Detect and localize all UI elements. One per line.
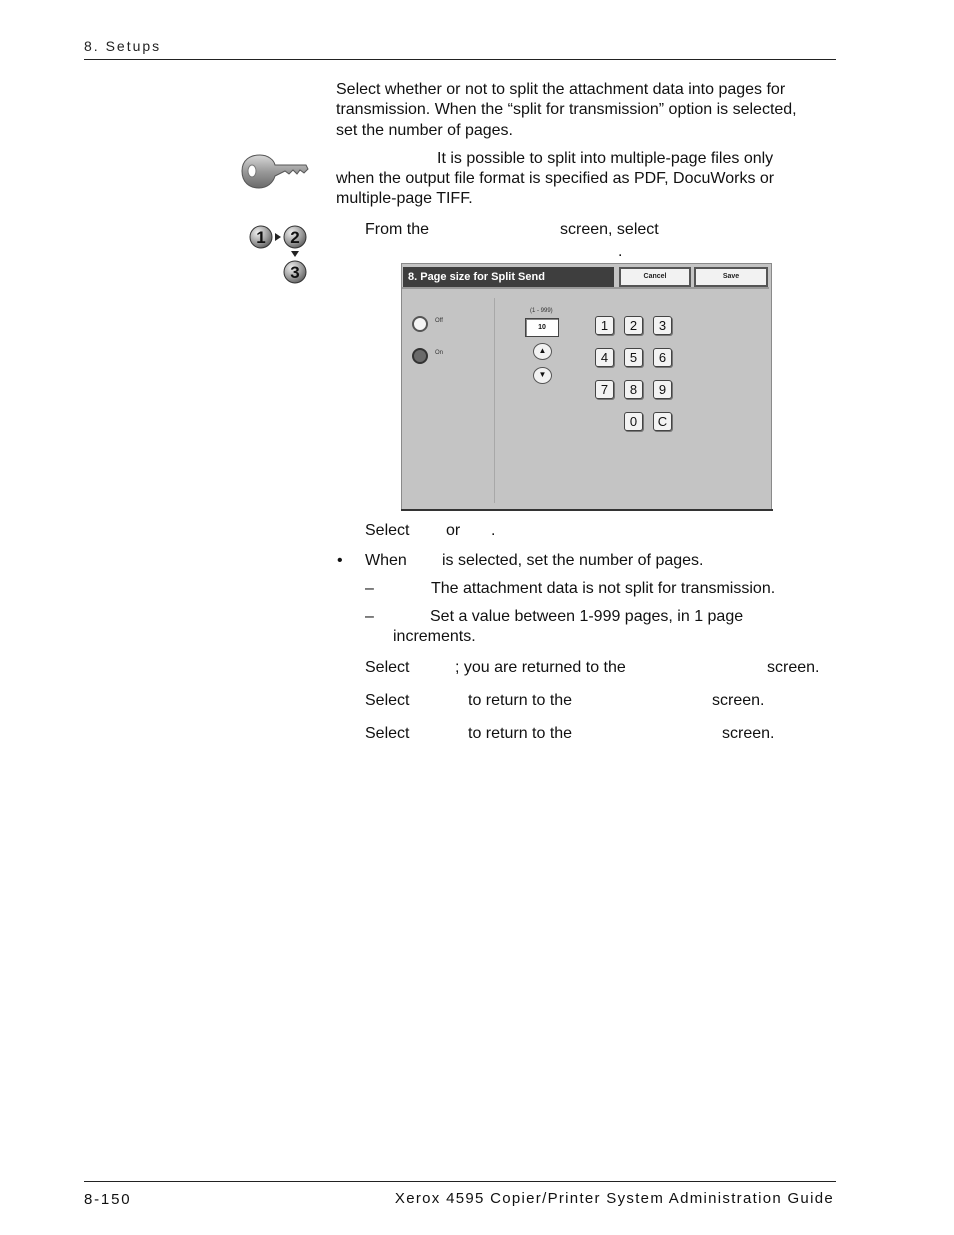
step2-select: Select — [365, 522, 410, 539]
keypad-key-clear[interactable]: C — [653, 412, 672, 431]
step3-select: Select — [365, 659, 410, 676]
svg-text:2: 2 — [290, 228, 300, 247]
bullet-dot: • — [337, 552, 343, 569]
intro-line-1: Select whether or not to split the attachment data into pages for — [336, 81, 786, 98]
keypad-key-3[interactable]: 3 — [653, 316, 672, 335]
step5-select: Select — [365, 725, 410, 742]
dash-off: – — [365, 580, 374, 597]
keypad-key-6[interactable]: 6 — [653, 348, 672, 367]
key-icon — [238, 152, 310, 190]
step4-mid: to return to the — [468, 692, 573, 709]
intro-line-2: transmission. When the “split for transmission” option is selected, — [336, 101, 797, 118]
panel-divider — [494, 298, 495, 503]
on-radio-button[interactable] — [412, 348, 428, 364]
increment-button[interactable] — [533, 343, 552, 360]
bullet-when-rest: is selected, set the number of pages. — [442, 552, 704, 569]
svg-text:1: 1 — [256, 228, 266, 247]
note-line-1: It is possible to split into multiple-page files only — [437, 150, 774, 167]
step1-period: . — [618, 243, 623, 260]
step5-end: screen. — [722, 725, 775, 742]
bullet-when: When — [365, 552, 407, 569]
on-description: Set a value between 1-999 pages, in 1 page — [430, 608, 744, 625]
arrow-up-icon: ▲ — [538, 346, 547, 355]
keypad-key-1[interactable]: 1 — [595, 316, 614, 335]
arrow-down-icon: ▼ — [538, 370, 547, 379]
step1-from: From the — [365, 221, 430, 238]
intro-line-3: set the number of pages. — [336, 122, 513, 139]
ui-screen-title: 8. Page size for Split Send — [403, 267, 614, 287]
keypad-key-5[interactable]: 5 — [624, 348, 643, 367]
panel-bottom-edge — [401, 509, 773, 511]
running-header: 8. Setups — [84, 38, 162, 54]
svg-text:3: 3 — [290, 263, 300, 282]
keypad-key-2[interactable]: 2 — [624, 316, 643, 335]
keypad-key-8[interactable]: 8 — [624, 380, 643, 399]
dash-on: – — [365, 608, 374, 625]
step2-period: . — [491, 522, 496, 539]
keypad-key-9[interactable]: 9 — [653, 380, 672, 399]
step2-or: or — [446, 522, 461, 539]
off-label: Off — [435, 318, 443, 324]
keypad-key-7[interactable]: 7 — [595, 380, 614, 399]
keypad-key-4[interactable]: 4 — [595, 348, 614, 367]
note-line-3: multiple-page TIFF. — [336, 190, 473, 207]
guide-title: Xerox 4595 Copier/Printer System Administration Guide — [394, 1190, 834, 1207]
save-button[interactable]: Save — [694, 267, 768, 287]
on-label: On — [435, 350, 444, 356]
note-line-2: when the output file format is specified as PDF, DocuWorks or — [336, 170, 775, 187]
title-divider — [402, 287, 769, 289]
step4-select: Select — [365, 692, 410, 709]
on-description-cont: increments. — [393, 628, 476, 645]
page-number: 8-150 — [84, 1191, 132, 1208]
step5-mid: to return to the — [468, 725, 573, 742]
ui-screen-panel — [401, 263, 772, 511]
range-label: (1 - 999) — [530, 308, 553, 314]
step3-end: screen. — [767, 659, 820, 676]
decrement-button[interactable] — [533, 367, 552, 384]
steps-icon — [248, 222, 310, 286]
off-description: The attachment data is not split for transmission. — [431, 580, 776, 597]
off-radio-button[interactable] — [412, 316, 428, 332]
cancel-button[interactable]: Cancel — [619, 267, 691, 287]
header-rule — [84, 59, 836, 60]
pages-input[interactable]: 10 — [525, 318, 559, 337]
step4-end: screen. — [712, 692, 765, 709]
keypad-key-0[interactable]: 0 — [624, 412, 643, 431]
footer-rule — [84, 1181, 836, 1182]
step3-mid: ; you are returned to the — [455, 659, 626, 676]
step1-screen-select: screen, select — [560, 221, 659, 238]
